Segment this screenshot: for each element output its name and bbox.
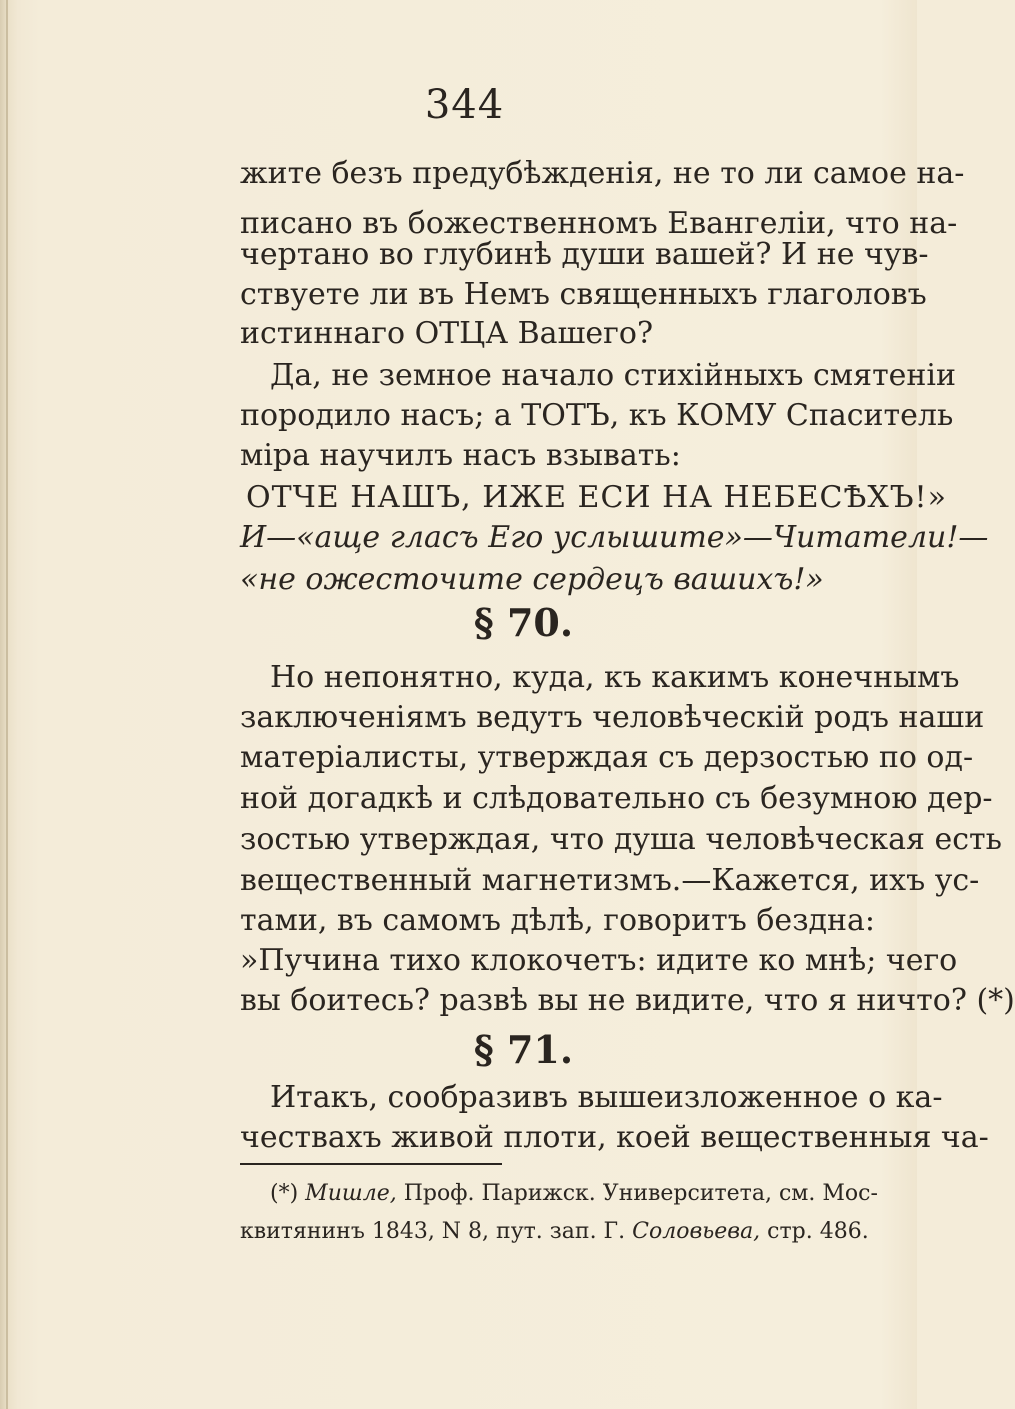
text-line bbox=[240, 983, 1015, 1019]
text-line-content: ствуете ли въ Немъ священныхъ глаголовъ bbox=[240, 277, 927, 312]
text-line bbox=[240, 740, 974, 776]
text-line bbox=[240, 1120, 989, 1156]
text-line bbox=[240, 700, 985, 736]
footnote-text: Проф. Парижск. Университета, см. Мос- bbox=[403, 1181, 878, 1206]
text-line-content: чертано во глубинѣ души вашей? И не чув- bbox=[240, 237, 929, 272]
text-line bbox=[240, 903, 890, 939]
text-line bbox=[270, 660, 960, 696]
text-line-content: ной догадкѣ и слѣдовательно съ безумною дер- bbox=[240, 781, 993, 816]
footnote-divider bbox=[240, 1163, 502, 1165]
text-line bbox=[240, 277, 927, 313]
text-line-content: вы боитесь? развѣ вы не видите, что я ничто? (*) bbox=[240, 983, 1015, 1018]
text-line-content: матеріалисты, утверждая съ дерзостью по од- bbox=[240, 740, 974, 775]
page-number: 344 bbox=[424, 82, 505, 128]
text-line-content: »Пучина тихо клокочетъ: идите ко мнѣ; чего bbox=[240, 943, 958, 978]
text-line-content: заключеніямъ ведутъ человѣческій родъ наши bbox=[240, 700, 985, 735]
text-line-content: «не ожесточите сердецъ вашихъ!» bbox=[240, 562, 824, 597]
text-line bbox=[240, 316, 890, 352]
section-heading-70: § 70. bbox=[473, 600, 574, 645]
text-line-content: Итакъ, сообразивъ вышеизложенное о ка- bbox=[270, 1080, 943, 1115]
footnote-line bbox=[270, 1180, 890, 1208]
text-line bbox=[240, 156, 965, 192]
text-line bbox=[270, 1080, 943, 1116]
text-line-content: Да, не земное начало стихійныхъ смятеніи bbox=[270, 358, 957, 393]
text-line-content: жите безъ предубѣжденія, не то ли самое на- bbox=[240, 156, 965, 191]
text-line bbox=[240, 398, 954, 434]
text-line-content: ОТЧЕ НАШЪ, ИЖЕ ЕСИ НА НЕБЕСѢХЪ!» bbox=[246, 480, 947, 515]
page-binding-edge bbox=[6, 0, 8, 1409]
text-line bbox=[240, 562, 890, 598]
text-line-content: Но непонятно, куда, къ какимъ конечнымъ bbox=[270, 660, 960, 695]
text-line-content: И—«аще гласъ Его услышите»—Читатели!— bbox=[240, 520, 989, 555]
footnote-text: квитянинъ 1843, N 8, пут. зап. Г. bbox=[240, 1219, 626, 1244]
text-line-content: вещественный магнетизмъ.—Кажется, ихъ ус- bbox=[240, 863, 980, 898]
text-line bbox=[240, 943, 958, 979]
footnote-line bbox=[240, 1218, 890, 1246]
text-line-content: тами, въ самомъ дѣлѣ, говоритъ бездна: bbox=[240, 903, 876, 938]
text-line-content: писано въ божественномъ Евангеліи, что на- bbox=[240, 206, 958, 241]
footnote-marker: (*) bbox=[270, 1181, 299, 1206]
text-line bbox=[240, 781, 993, 817]
footnote-text: стр. 486. bbox=[767, 1219, 869, 1244]
footnote-author: Мишле, bbox=[305, 1181, 397, 1206]
text-line bbox=[240, 438, 890, 474]
footnote-author: Соловьева, bbox=[632, 1219, 761, 1244]
text-line-content: чествахъ живой плоти, коей вещественныя ча- bbox=[240, 1120, 989, 1155]
section-heading-71: § 71. bbox=[473, 1027, 574, 1072]
text-line bbox=[240, 237, 929, 273]
text-line bbox=[240, 863, 980, 899]
text-line-content: породило насъ; а ТОТЪ, къ КОМУ Спаситель bbox=[240, 398, 954, 433]
text-line bbox=[240, 520, 989, 556]
text-line bbox=[240, 822, 1002, 858]
text-line-content: міра научилъ насъ взывать: bbox=[240, 438, 681, 473]
text-line-content: истиннаго ОТЦА Вашего? bbox=[240, 316, 654, 351]
text-line-prayer bbox=[246, 480, 947, 516]
text-line bbox=[270, 358, 957, 394]
text-line-content: зостью утверждая, что душа человѣческая есть bbox=[240, 822, 1002, 857]
